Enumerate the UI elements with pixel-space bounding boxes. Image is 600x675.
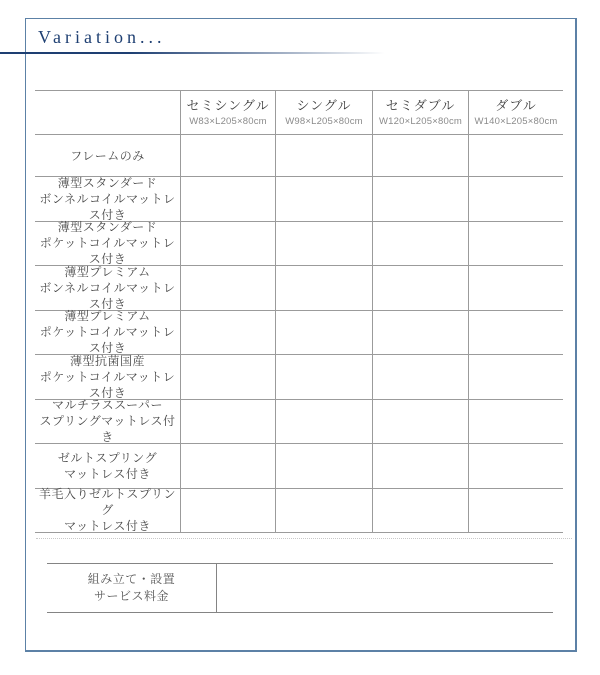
table-cell	[468, 400, 563, 445]
column-name: シングル	[296, 97, 352, 113]
table-cell	[180, 355, 275, 400]
table-cell	[180, 266, 275, 311]
table-cell	[468, 444, 563, 489]
table-cell	[180, 444, 275, 489]
row-label-zelt-spring: ゼルトスプリング マットレス付き	[35, 444, 180, 489]
table-cell	[372, 311, 468, 356]
table-cell	[180, 135, 275, 177]
table-cell	[372, 355, 468, 400]
row-label-multilas-super-spring: マルチラススーパー スプリングマットレス付き	[35, 400, 180, 445]
column-name: ダブル	[495, 97, 537, 113]
column-size: W120×L205×80cm	[378, 115, 463, 127]
table-cell	[468, 311, 563, 356]
table-cell	[275, 444, 372, 489]
row-label-thin-premium-pocket: 薄型プレミアム ポケットコイルマットレス付き	[35, 311, 180, 356]
service-fee-label: 組み立て・設置 サービス料金	[47, 564, 217, 612]
column-header-double	[468, 91, 563, 135]
table-cell	[180, 400, 275, 445]
table-cell	[275, 222, 372, 267]
table-cell	[275, 177, 372, 222]
table-cell	[372, 266, 468, 311]
column-header-semi-double	[372, 91, 468, 135]
header-corner-cell	[35, 91, 180, 135]
table-cell	[468, 266, 563, 311]
table-cell	[372, 135, 468, 177]
table-cell	[275, 355, 372, 400]
service-fee-value-cell	[217, 564, 553, 612]
title-underline-rule	[0, 52, 385, 54]
column-size: W98×L205×80cm	[285, 115, 363, 127]
page-title: Variation...	[38, 27, 166, 47]
column-name: セミシングル	[186, 97, 270, 113]
table-cell	[275, 135, 372, 177]
table-cell	[372, 444, 468, 489]
service-fee-box	[47, 563, 553, 613]
row-label-thin-standard-pocket: 薄型スタンダード ポケットコイルマットレス付き	[35, 222, 180, 267]
table-cell	[372, 400, 468, 445]
table-cell	[180, 222, 275, 267]
column-size: W83×L205×80cm	[189, 115, 267, 127]
row-label-thin-premium-bonnell: 薄型プレミアム ボンネルコイルマットレス付き	[35, 266, 180, 311]
table-cell	[468, 222, 563, 267]
table-cell	[180, 311, 275, 356]
table-cell	[275, 266, 372, 311]
row-label-wool-zelt-spring: 羊毛入りゼルトスプリング マットレス付き	[35, 489, 180, 534]
table-cell	[468, 355, 563, 400]
table-cell	[372, 489, 468, 534]
row-label-thin-standard-bonnell: 薄型スタンダード ボンネルコイルマットレス付き	[35, 177, 180, 222]
row-label-frame-only: フレームのみ	[35, 135, 180, 177]
column-header-semi-single	[180, 91, 275, 135]
variation-table	[35, 90, 563, 533]
table-cell	[468, 177, 563, 222]
column-size: W140×L205×80cm	[474, 115, 558, 127]
table-cell	[372, 222, 468, 267]
table-cell	[468, 135, 563, 177]
table-cell	[275, 311, 372, 356]
column-name: セミダブル	[385, 97, 456, 113]
table-cell	[180, 489, 275, 534]
table-cell	[275, 400, 372, 445]
table-cell	[468, 489, 563, 534]
row-label-thin-antibacterial-pocket: 薄型抗菌国産 ポケットコイルマットレス付き	[35, 355, 180, 400]
dotted-separator	[36, 538, 572, 539]
table-cell	[372, 177, 468, 222]
table-cell	[275, 489, 372, 534]
column-header-single	[275, 91, 372, 135]
table-cell	[180, 177, 275, 222]
